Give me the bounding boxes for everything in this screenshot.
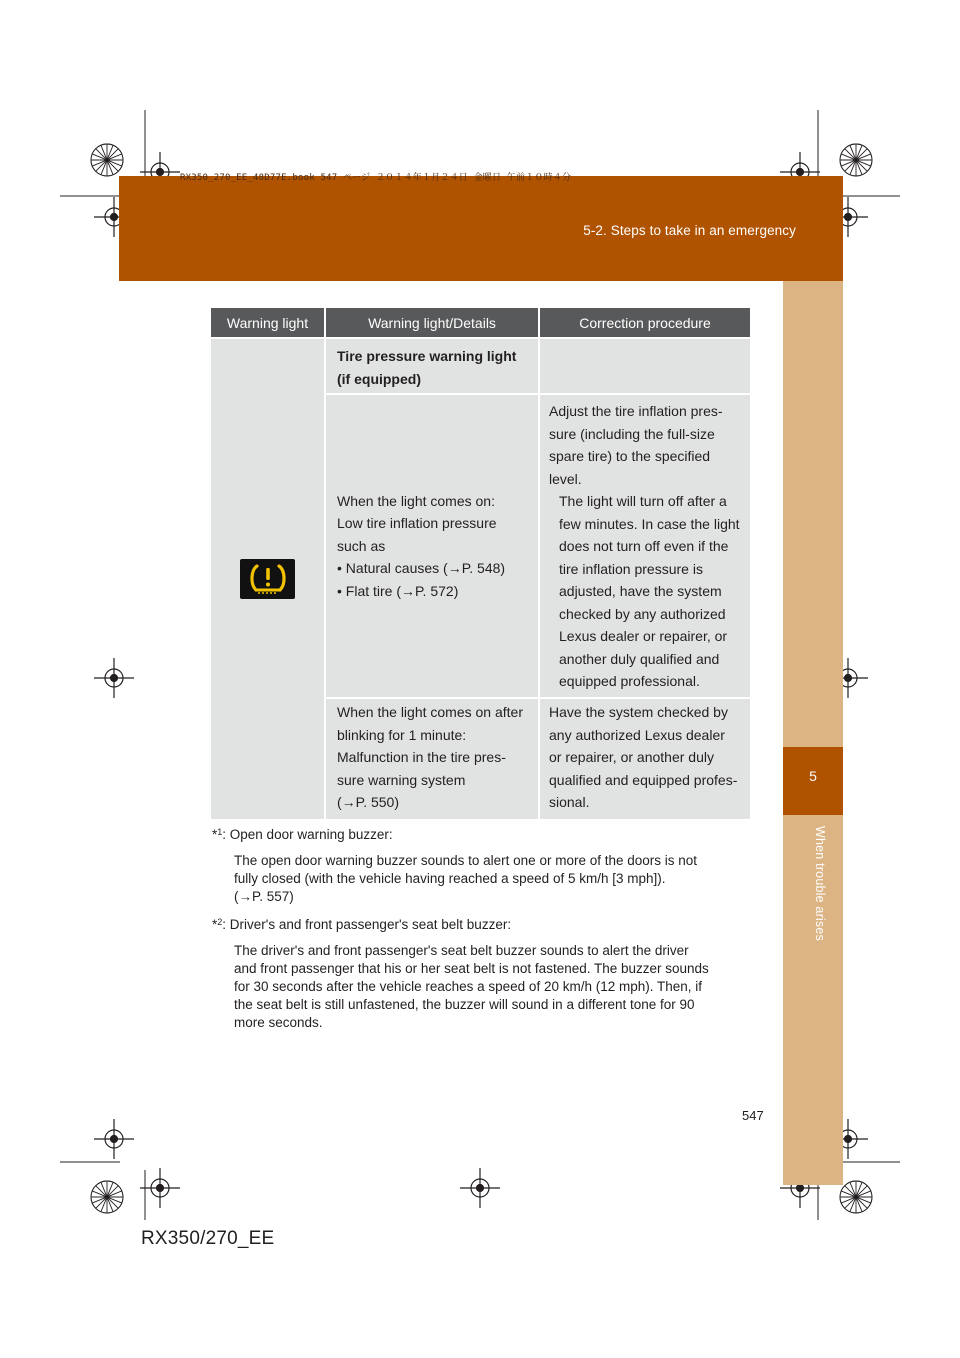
footnote-line: The open door warning buzzer sounds to alert one or more of the doors is not	[234, 853, 698, 868]
footnote-heading: : Open door warning buzzer:	[222, 827, 393, 842]
correction-line: any authorized Lexus dealer	[549, 726, 725, 743]
correction-line: Adjust the tire inflation pres-	[549, 403, 723, 419]
chapter-number: 5	[809, 768, 817, 784]
correction-line: sure (including the full-size	[549, 425, 715, 442]
details-cell	[326, 395, 540, 697]
correction-note-line: does not turn off even if the	[559, 538, 729, 554]
table-body	[211, 339, 750, 819]
footnote-number: 1	[217, 827, 223, 837]
model-code: RX350/270_EE	[141, 1228, 275, 1249]
footnote-marker: *	[212, 917, 218, 932]
footnote-marker: *	[212, 827, 218, 842]
table-header	[211, 308, 750, 337]
detail-line: sure warning system	[337, 771, 466, 788]
warning-light-table	[211, 308, 750, 819]
detail-line: Low tire inflation pressure	[337, 515, 497, 532]
detail-line: • Natural causes (→P. 548)	[337, 560, 506, 577]
detail-line: Malfunction in the tire pres-	[337, 749, 506, 765]
correction-line: or repairer, or another duly	[549, 749, 714, 765]
footnote-line: (→P. 557)	[234, 889, 294, 904]
header-warning-light: Warning light	[226, 314, 309, 331]
footnotes	[212, 826, 748, 1042]
footnote-title	[212, 826, 748, 844]
correction-note-line: another duly qualified and	[559, 650, 720, 667]
side-tab	[783, 281, 843, 1185]
footnote-line: and front passenger that his or her seat belt is not fastened. The buzzer sounds	[234, 961, 709, 976]
detail-line: blinking for 1 minute:	[337, 726, 467, 743]
footnote-line: fully closed (with the vehicle having reached a speed of 5 km/h [3 mph]).	[234, 871, 666, 886]
correction-line: sional.	[549, 794, 590, 810]
title-line: (if equipped)	[337, 370, 421, 387]
correction-line: Have the system checked by	[549, 704, 728, 720]
table-row	[326, 395, 750, 699]
detail-line: • Flat tire (→P. 572)	[337, 582, 459, 599]
correction-note-line: The light will turn off after a	[559, 493, 727, 509]
empty-cell	[540, 339, 750, 393]
correction-line: level.	[549, 470, 582, 487]
detail-line: such as	[337, 537, 386, 554]
correction-note-line: checked by any authorized	[559, 605, 726, 622]
footnote-line: for 30 seconds after the vehicle reaches a speed of 20 km/h (12 mph). Then, if	[234, 979, 703, 994]
detail-line: (→P. 550)	[337, 794, 399, 810]
correction-note-line: adjusted, have the system	[559, 583, 722, 599]
detail-line: When the light comes on:	[337, 492, 495, 509]
footnote-title	[212, 916, 748, 934]
details-title-cell	[326, 339, 540, 393]
header-details: Warning light/Details	[368, 314, 496, 331]
footnote-number: 2	[217, 917, 223, 927]
detail-line: When the light comes on after	[337, 704, 523, 720]
correction-line: spare tire) to the specified	[549, 448, 711, 464]
footnote-heading: : Driver's and front passenger's seat belt buzzer:	[222, 917, 512, 932]
tire-pressure-warning-icon	[240, 559, 295, 599]
chapter-title: When trouble arises	[813, 826, 827, 941]
correction-note-line: equipped professional.	[559, 673, 700, 689]
footnote-body	[212, 852, 748, 906]
correction-note-line: few minutes. In case the light	[559, 515, 740, 532]
header-correction: Correction procedure	[579, 314, 711, 331]
book-info-stamp: RX350_270_EE_48D77E.book 547 ページ ２０１４年１月２４日 金曜日 午前１０時４分	[180, 173, 572, 183]
page-number: 547	[742, 1108, 764, 1123]
correction-note-line: tire inflation pressure is	[559, 560, 703, 577]
section-title: 5-2. Steps to take in an emergency	[583, 223, 796, 238]
table-row	[326, 699, 750, 819]
footnote-line: more seconds.	[234, 1015, 323, 1030]
footnote-body	[212, 942, 748, 1032]
correction-cell	[540, 395, 750, 697]
correction-line: qualified and equipped profes-	[549, 771, 738, 788]
correction-note-line: Lexus dealer or repairer, or	[559, 628, 728, 644]
footnote-line: the seat belt is still unfastened, the buzzer will sound in a different tone for 90	[234, 997, 695, 1012]
table-row	[326, 339, 750, 395]
warning-light-cell	[211, 339, 326, 819]
details-cell	[326, 699, 540, 819]
footnote-line: The driver's and front passenger's seat belt buzzer sounds to alert the driver	[234, 943, 689, 958]
title-line: Tire pressure warning light	[337, 348, 517, 364]
correction-cell	[540, 699, 750, 819]
